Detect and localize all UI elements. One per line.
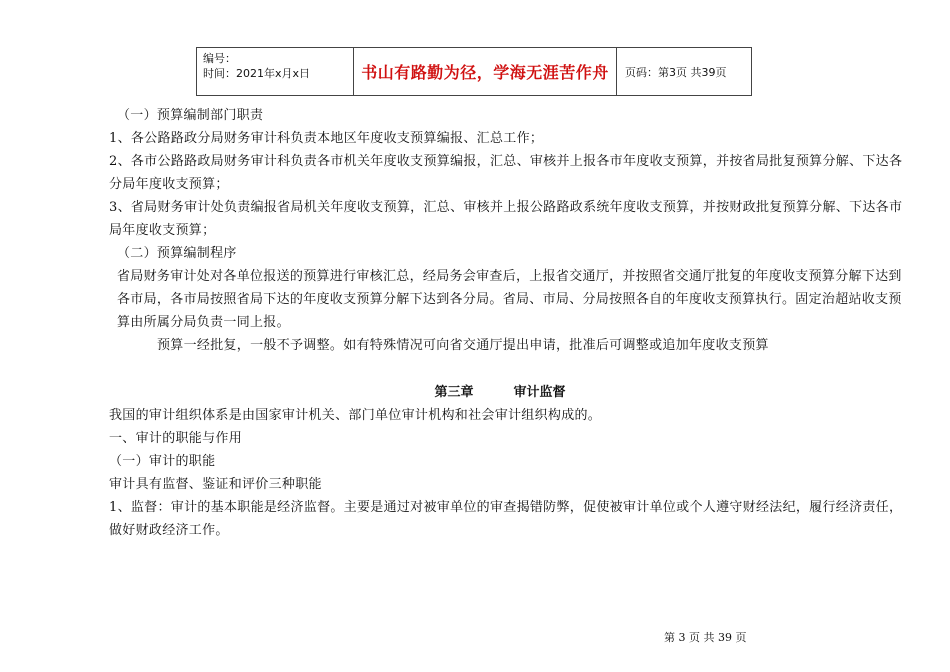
number-label: 编号： — [203, 52, 236, 65]
page-footer: 第 3 页 共 39 页 — [664, 631, 747, 644]
paragraph: 我国的审计组织体系是由国家审计机关、部门单位审计机构和社会审计组织构成的。 — [109, 408, 602, 423]
page-header — [196, 47, 752, 96]
paragraph: 省局财务审计处对各单位报送的预算进行审核汇总，经局务会审查后，上报省交通厅，并按照省交通厅批复的年度收支预算分解下达到各市局，各市局按照省局下达的年度收支预算分解下达到各分局。省局、市局、分局按照各自的年度收支预算执行。固定治超站收支预算由所属分局负责一同上报。 — [117, 269, 902, 330]
paragraph: 1、各公路路政分局财务审计科负责本地区年度收支预算编报、汇总工作； — [109, 131, 544, 146]
header-meta — [197, 48, 354, 95]
section-heading: （一）审计的职能 — [109, 454, 216, 469]
paragraph: 3、省局财务审计处负责编报省局机关年度收支预算，汇总、审核并上报公路路政系统年度收支预算，并按财政批复预算分解、下达各市局年度收支预算； — [109, 200, 903, 238]
document-body — [97, 104, 903, 542]
header-page-label: 页码：第3页 共39页 — [625, 65, 727, 79]
paragraph: 预算一经批复，一般不予调整。如有特殊情况可向省交通厅提出申请，批准后可调整或追加年度收支预算 — [157, 338, 769, 353]
paragraph: 审计具有监督、鉴证和评价三种职能 — [109, 477, 322, 492]
chapter-number: 第三章 — [434, 385, 474, 400]
chapter-heading — [97, 381, 903, 404]
paragraph: 1、监督：审计的基本职能是经济监督。主要是通过对被审单位的审查揭错防弊，促使被审计单位或个人遵守财经法纪，履行经济责任，做好财政经济工作。 — [109, 500, 903, 538]
paragraph: 2、各市公路路政局财务审计科负责各市机关年度收支预算编报，汇总、审核并上报各市年度收支预算，并按省局批复预算分解、下达各分局年度收支预算； — [109, 154, 903, 192]
time-label: 时间：2021年x月x日 — [203, 67, 311, 80]
section-heading: （二）预算编制程序 — [117, 246, 237, 261]
section-heading: （一）预算编制部门职责 — [117, 108, 264, 123]
header-motto: 书山有路勤为径，学海无涯苦作舟 — [354, 48, 617, 95]
section-heading: 一、审计的职能与作用 — [109, 431, 243, 446]
chapter-title: 审计监督 — [513, 385, 566, 400]
